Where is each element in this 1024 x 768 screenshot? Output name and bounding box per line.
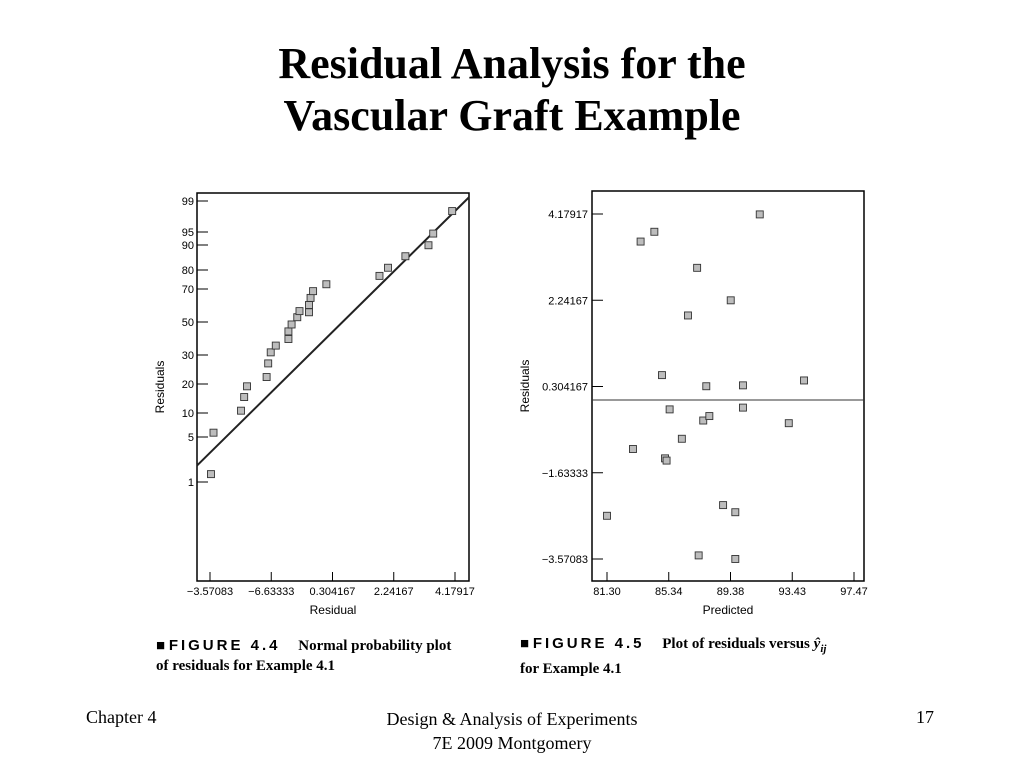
data-point <box>785 420 792 427</box>
data-point <box>694 264 701 271</box>
data-point <box>207 471 214 478</box>
x-tick-label: 97.47 <box>840 586 868 598</box>
y-tick-label: −3.57083 <box>541 554 588 566</box>
caption-subscript: ij <box>820 643 827 655</box>
data-point <box>727 297 734 304</box>
data-point <box>305 309 312 316</box>
plot-frame <box>592 191 864 581</box>
slide-title-line-2: Vascular Graft Example <box>283 91 741 140</box>
data-point <box>663 457 670 464</box>
y-tick-label: 30 <box>181 350 194 362</box>
data-point <box>703 383 710 390</box>
data-point <box>272 342 279 349</box>
y-tick-label: 99 <box>181 196 194 208</box>
data-point <box>678 435 685 442</box>
footer-center <box>312 707 712 755</box>
data-point <box>238 407 245 414</box>
data-point <box>732 509 739 516</box>
data-point <box>296 308 303 315</box>
data-point <box>739 404 746 411</box>
data-point <box>307 294 314 301</box>
data-point <box>449 208 456 215</box>
caption-text: Normal probability plot <box>298 638 452 654</box>
data-point <box>263 374 270 381</box>
data-point <box>706 413 713 420</box>
data-point <box>720 502 727 509</box>
data-point <box>430 230 437 237</box>
caption-text: Plot of residuals versus <box>662 636 810 652</box>
plot-frame <box>197 193 469 581</box>
y-tick-label: 5 <box>187 432 194 444</box>
data-point <box>385 264 392 271</box>
y-tick-label: 70 <box>181 284 194 296</box>
data-point <box>651 228 658 235</box>
y-tick-label: 20 <box>181 379 194 391</box>
data-point <box>658 372 665 379</box>
data-point <box>241 394 248 401</box>
data-point <box>604 512 611 519</box>
figure-4-5-caption <box>520 634 880 679</box>
slide-title-line-1: Residual Analysis for the <box>278 39 746 88</box>
caption-yhat: ŷ <box>813 636 821 652</box>
figure-number: FIGURE 4.5 <box>532 635 645 652</box>
data-point <box>244 383 251 390</box>
y-tick-label: −1.63333 <box>541 467 588 480</box>
x-tick-label: 93.43 <box>778 586 807 598</box>
data-point <box>310 288 317 295</box>
data-point <box>637 238 644 245</box>
y-tick-label: 0.304167 <box>542 381 588 394</box>
x-tick-label: 2.24167 <box>373 586 414 598</box>
figure-number: FIGURE 4.4 <box>168 637 281 654</box>
footer-author: 7E 2009 Montgomery <box>432 733 592 753</box>
y-tick-label: 95 <box>181 227 194 239</box>
y-axis-label: Residuals <box>153 360 167 414</box>
data-point <box>732 555 739 562</box>
data-point <box>210 429 217 436</box>
residuals-vs-predicted-plot <box>515 185 875 625</box>
x-tick-label: 0.304167 <box>309 586 356 598</box>
y-tick-label: 90 <box>181 240 194 252</box>
data-point <box>425 242 432 249</box>
x-tick-label: 4.17917 <box>435 586 475 598</box>
data-point <box>267 349 274 356</box>
x-tick-label: −3.57083 <box>186 586 234 598</box>
caption-marker: ■ <box>156 638 166 654</box>
y-tick-label: 4.17917 <box>548 209 588 221</box>
x-tick-label: 89.38 <box>716 586 745 598</box>
y-tick-label: 1 <box>187 477 194 489</box>
x-tick-label: −6.63333 <box>248 586 295 598</box>
footer-course: Design & Analysis of Experiments <box>386 709 638 729</box>
normal-probability-plot <box>150 185 490 625</box>
data-point <box>305 302 312 309</box>
footer-chapter: Chapter 4 <box>86 707 157 727</box>
x-axis-label: Predicted <box>702 603 754 617</box>
data-point <box>376 272 383 279</box>
data-point <box>801 377 808 384</box>
x-axis-label: Residual <box>309 603 357 617</box>
y-tick-label: 10 <box>181 408 194 420</box>
data-point <box>288 321 295 328</box>
slide-title <box>0 38 1024 142</box>
x-tick-label: 81.30 <box>593 586 621 598</box>
y-tick-label: 50 <box>181 317 194 329</box>
x-tick-label: 85.34 <box>654 586 683 598</box>
footer-page-number: 17 <box>916 707 934 727</box>
data-point <box>695 552 702 559</box>
data-point <box>756 211 763 218</box>
data-point <box>265 360 272 367</box>
y-tick-label: 2.24167 <box>548 295 588 308</box>
data-point <box>739 382 746 389</box>
data-point <box>402 253 409 260</box>
data-point <box>285 335 292 342</box>
caption-marker: ■ <box>520 636 530 652</box>
figure-4-4-caption <box>156 636 496 676</box>
data-point <box>684 312 691 319</box>
data-point <box>323 281 330 288</box>
y-tick-label: 80 <box>181 265 194 277</box>
data-point <box>285 328 292 335</box>
caption-text-line-2: of residuals for Example 4.1 <box>156 658 336 674</box>
data-point <box>666 406 673 413</box>
data-point <box>629 446 636 453</box>
y-axis-label: Residuals <box>518 359 532 413</box>
caption-text-line-2: for Example 4.1 <box>520 661 622 677</box>
